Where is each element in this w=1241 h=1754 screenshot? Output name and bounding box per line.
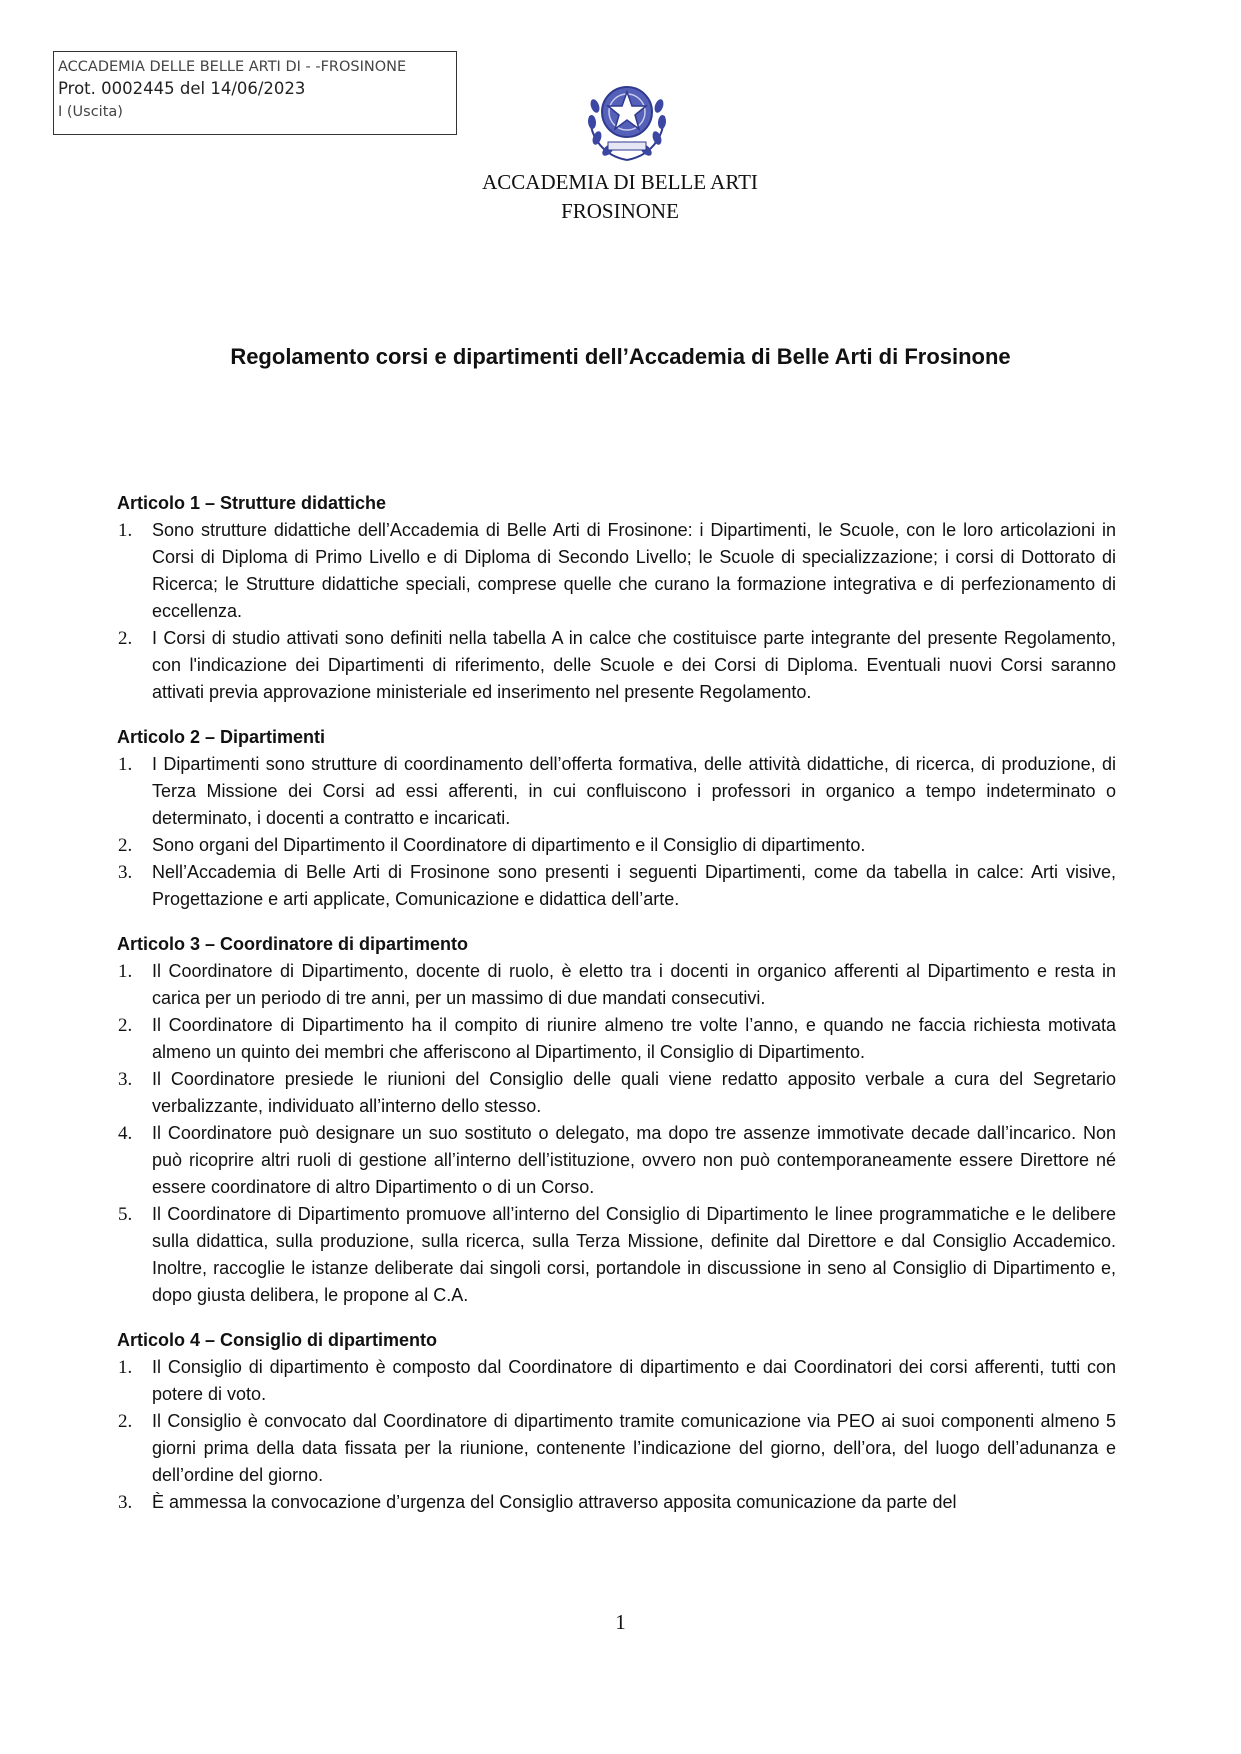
stamp-direction: I (Uscita) bbox=[58, 104, 123, 120]
list-item bbox=[117, 1012, 1116, 1066]
item-number: 4. bbox=[118, 1123, 133, 1144]
item-text: Il Coordinatore di Dipartimento promuove all’interno del Consiglio di Dipartimento le linee programmatiche e le delibere sulla didattica, sulla produzione, sulla ricerca, sulla Terza Missione, definite dal Direttore e dal Consiglio Accademico. Inoltre, raccoglie le istanze deliberate dai singoli corsi, portandole in discussione in seno al Consiglio di Dipartimento e, dopo giusta delibera, le propone al C.A. bbox=[152, 1204, 1116, 1305]
article-items bbox=[117, 958, 1116, 1309]
item-number: 2. bbox=[118, 1411, 133, 1432]
article-2 bbox=[117, 724, 1116, 913]
article-items bbox=[117, 1354, 1116, 1516]
item-text: Sono strutture didattiche dell’Accademia di Belle Arti di Frosinone: i Dipartimenti, le Scuole, con le loro articolazioni in Corsi di Diploma di Primo Livello e di Diploma di Secondo Livello; le Scuole di specializzazione; i corsi di Dottorato di Ricerca; le Strutture didattiche speciali, comprese quelle che curano la formazione integrativa e di perfezionamento di eccellenza. bbox=[152, 520, 1116, 621]
list-item bbox=[117, 1066, 1116, 1120]
item-number: 2. bbox=[118, 1015, 133, 1036]
list-item bbox=[117, 958, 1116, 1012]
item-text: Il Coordinatore può designare un suo sostituto o delegato, ma dopo tre assenze immotivate decade dall’incarico. Non può ricoprire altri ruoli di gestione all’interno dell’istituzione, ovvero non può contemporaneamente essere Direttore né essere coordinatore di altro Dipartimento o di un Corso. bbox=[152, 1123, 1116, 1197]
article-items bbox=[117, 751, 1116, 913]
article-heading: Articolo 4 – Consiglio di dipartimento bbox=[117, 1330, 438, 1350]
stamp-institution: ACCADEMIA DELLE BELLE ARTI DI - -FROSINONE bbox=[58, 59, 407, 75]
item-number: 3. bbox=[118, 1492, 133, 1513]
list-item bbox=[117, 859, 1116, 913]
item-text: Il Coordinatore di Dipartimento ha il compito di riunire almeno tre volte l’anno, e quando ne faccia richiesta motivata almeno un quinto dei membri che afferiscono al Dipartimento, il Consiglio di Dipartimento. bbox=[152, 1015, 1116, 1062]
item-text: Il Coordinatore presiede le riunioni del Consiglio delle quali viene redatto apposito verbale a cura del Segretario verbalizzante, individuato all’interno dello stesso. bbox=[152, 1069, 1116, 1116]
article-items bbox=[117, 517, 1116, 706]
list-item bbox=[117, 751, 1116, 832]
list-item bbox=[117, 625, 1116, 706]
item-number: 1. bbox=[118, 520, 133, 541]
item-text: I Corsi di studio attivati sono definiti nella tabella A in calce che costituisce parte integrante del presente Regolamento, con l'indicazione dei Dipartimenti di riferimento, delle Scuole e dei Corsi di Diploma. Eventuali nuovi Corsi saranno attivati previa approvazione ministeriale ed inserimento nel presente Regolamento. bbox=[152, 628, 1116, 702]
item-text: Sono organi del Dipartimento il Coordinatore di dipartimento e il Consiglio di dipartimento. bbox=[152, 835, 866, 855]
item-text: È ammessa la convocazione d’urgenza del Consiglio attraverso apposita comunicazione da parte del bbox=[152, 1492, 957, 1512]
item-number: 2. bbox=[118, 835, 133, 856]
item-number: 5. bbox=[118, 1204, 133, 1225]
item-number: 1. bbox=[118, 754, 133, 775]
item-number: 3. bbox=[118, 1069, 133, 1090]
item-number: 1. bbox=[118, 961, 133, 982]
item-text: Il Consiglio di dipartimento è composto dal Coordinatore di dipartimento e dai Coordinatori dei corsi afferenti, tutti con potere di voto. bbox=[152, 1357, 1116, 1404]
item-number: 1. bbox=[118, 1357, 133, 1378]
list-item bbox=[117, 1489, 1116, 1516]
list-item bbox=[117, 517, 1116, 625]
page-number: 1 bbox=[615, 1610, 626, 1634]
item-number: 3. bbox=[118, 862, 133, 883]
italian-republic-emblem-icon bbox=[586, 76, 668, 162]
list-item bbox=[117, 1201, 1116, 1309]
item-text: Nell’Accademia di Belle Arti di Frosinone sono presenti i seguenti Dipartimenti, come da tabella in calce: Arti visive, Progettazione e arti applicate, Comunicazione e didattica dell’arte. bbox=[152, 862, 1116, 909]
item-text: Il Consiglio è convocato dal Coordinatore di dipartimento tramite comunicazione via PEO ai suoi componenti almeno 5 giorni prima della data fissata per la riunione, contenente l’indicazione del giorno, dell’ora, del luogo dell’adunanza e dell’ordine del giorno. bbox=[152, 1411, 1116, 1485]
article-4 bbox=[117, 1327, 1116, 1516]
stamp-protocol-number: Prot. 0002445 del 14/06/2023 bbox=[58, 79, 306, 98]
list-item bbox=[117, 1354, 1116, 1408]
document-title: Regolamento corsi e dipartimenti dell’Accademia di Belle Arti di Frosinone bbox=[230, 344, 1011, 369]
article-1 bbox=[117, 490, 1116, 706]
document-body bbox=[117, 490, 1116, 1534]
item-number: 2. bbox=[118, 628, 133, 649]
article-heading: Articolo 1 – Strutture didattiche bbox=[117, 493, 387, 513]
list-item bbox=[117, 1408, 1116, 1489]
list-item bbox=[117, 1120, 1116, 1201]
article-heading: Articolo 2 – Dipartimenti bbox=[117, 727, 326, 747]
institution-name: ACCADEMIA DI BELLE ARTI bbox=[482, 170, 758, 194]
institution-city: FROSINONE bbox=[561, 199, 679, 223]
protocol-stamp bbox=[53, 51, 457, 135]
article-3 bbox=[117, 931, 1116, 1309]
list-item bbox=[117, 832, 1116, 859]
item-text: Il Coordinatore di Dipartimento, docente di ruolo, è eletto tra i docenti in organico afferenti al Dipartimento e resta in carica per un periodo di tre anni, per un massimo di due mandati consecutivi. bbox=[152, 961, 1116, 1008]
article-heading: Articolo 3 – Coordinatore di dipartimento bbox=[117, 934, 469, 954]
item-text: I Dipartimenti sono strutture di coordinamento dell’offerta formativa, delle attività didattiche, di ricerca, di produzione, di Terza Missione dei Corsi ad essi afferenti, in cui confluiscono i professori in organico a tempo indeterminato o determinato, i docenti a contratto e incaricati. bbox=[152, 754, 1116, 828]
